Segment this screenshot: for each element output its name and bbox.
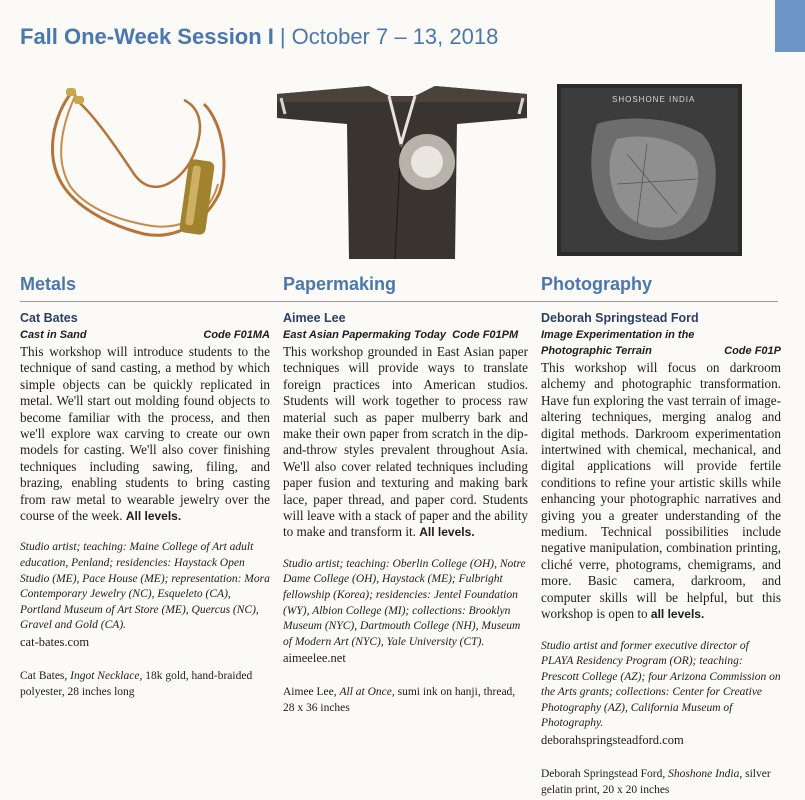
- caption-title: Shoshone India,: [668, 768, 743, 781]
- artist-name: Cat Bates: [20, 311, 78, 325]
- course-description: [20, 344, 270, 524]
- caption-title: All at Once,: [339, 686, 395, 699]
- course-description: [541, 360, 781, 623]
- artist-name: Aimee Lee: [283, 311, 346, 325]
- caption-artist: Deborah Springstead Ford,: [541, 768, 666, 781]
- discipline-heading: Metals: [20, 274, 77, 294]
- caption-details: sumi ink on hanji, thread, 28 x 36 inches: [283, 686, 516, 715]
- caption-artist: Cat Bates,: [20, 670, 68, 683]
- section-rule: [20, 301, 778, 302]
- course-title: East Asian Papermaking Today: [283, 329, 447, 341]
- discipline-heading: Photography: [541, 274, 652, 294]
- artist-website: deborahspringsteadford.com: [541, 733, 684, 748]
- necklace-photo: [34, 84, 234, 259]
- workshop-text: [20, 310, 270, 700]
- level-label: All levels.: [419, 525, 475, 540]
- discipline-heading: Papermaking: [283, 274, 397, 294]
- image-caption: [20, 668, 270, 700]
- image-caption: [541, 766, 781, 798]
- caption-details: silver gelatin print, 20 x 20 inches: [541, 768, 771, 797]
- artist-bio: Studio artist; teaching: Maine College of Art adult education, Penland; residencies: Haystack Open Studio (ME), Pace House (ME); representation: Mora Contemporary Jewelry (NC), Esqueleto (CA), Portland Museum of Art Store (ME), Quercus (NC), Gravel and Gold (CA).: [20, 541, 270, 632]
- session-dates: October 7 – 13, 2018: [291, 24, 499, 49]
- course-code: Code F01MA: [203, 329, 270, 341]
- print-lettering: SHOSHONE INDIA: [612, 95, 696, 104]
- title-separator: |: [279, 24, 286, 49]
- paper-robe-photo: [277, 84, 527, 259]
- description-text: This workshop grounded in East Asian paper techniques will provide ways to translate foreign practices into American studios. Students will work together to process raw material such as paper mulberry bark and make their own paper from scratch in the dip-and-throw styles prevalent throughout Asia. We'll also cover related techniques including paper fusion and texturing and making bark lace, paper thread, and paper cord. Students will leave with a stack of paper and the ability to make and transform it.: [283, 344, 528, 540]
- artist-bio: Studio artist and former executive director of PLAYA Residency Program (OR); teaching: Prescott College (AZ); four Arizona Commission on the Arts grants; collections: Center for Creative Photography (AZ), California Museum of Photography.: [541, 639, 781, 730]
- workshop-text: [283, 310, 528, 716]
- description-text: This workshop will introduce students to the technique of sand casting, a method by which simple objects can be quickly replicated in metal. We'll start out molding found objects to become familiar with the process, and then we'll explore wax carving to create our own models for casting. We'll also cover finishing techniques including sawing, filing, and brazing, enabling students to bring casting from raw metal to wearable jewelry over the course of the week.: [20, 344, 270, 524]
- course-description: [283, 344, 528, 541]
- description-text: This workshop will focus on darkroom alchemy and photographic transformation. Have fun exploring the vast terrain of image-altering techniques, merging analog and digital methods. Darkroom experimentation intertwined with chemical, mechanical, and digital applications will provide fertile conditions to refine your artistic skills while enhancing your photographic narratives and giving you a greater understanding of the medium. Technical possibilities include negative manipulation, combination printing, cliché verre, photograms, chemigrams, and more. Basic camera, darkroom, and computer skills will be helpful, but this workshop is open to: [541, 360, 781, 622]
- course-title: Image Experimentation in the Photographic Terrain: [541, 329, 695, 357]
- image-caption: [283, 684, 528, 716]
- silver-print-photo: [557, 84, 742, 256]
- course-line: [541, 327, 781, 359]
- artist-name: Deborah Springstead Ford: [541, 311, 699, 325]
- artist-bio: Studio artist; teaching: Oberlin College (OH), Notre Dame College (OH), Haystack (ME); Fulbright fellowship (Korea); residencies: Jentel Foundation (WY), Albion College (MI); collections: Brooklyn Museum (NYC), Dartmouth College (NH), Museum of Modern Art (NYC), Yale University (CT).: [283, 557, 526, 648]
- caption-artist: Aimee Lee,: [283, 686, 337, 699]
- session-name: Fall One-Week Session I: [20, 24, 274, 49]
- course-code: Code F01P: [724, 345, 781, 357]
- caption-title: Ingot Necklace,: [70, 670, 143, 683]
- level-label: all levels.: [650, 607, 705, 622]
- workshop-text: [541, 310, 781, 798]
- course-line: [20, 327, 270, 343]
- course-line: [283, 327, 528, 343]
- artist-website: aimeelee.net: [283, 651, 346, 666]
- session-title: [20, 24, 498, 50]
- course-title: Cast in Sand: [20, 329, 87, 341]
- caption-details: 18k gold, hand-braided polyester, 28 inches long: [20, 670, 253, 699]
- level-label: All levels.: [125, 509, 182, 524]
- page-corner-tab: [775, 0, 805, 52]
- course-code: Code F01PM: [452, 329, 519, 341]
- artist-website: cat-bates.com: [20, 635, 90, 650]
